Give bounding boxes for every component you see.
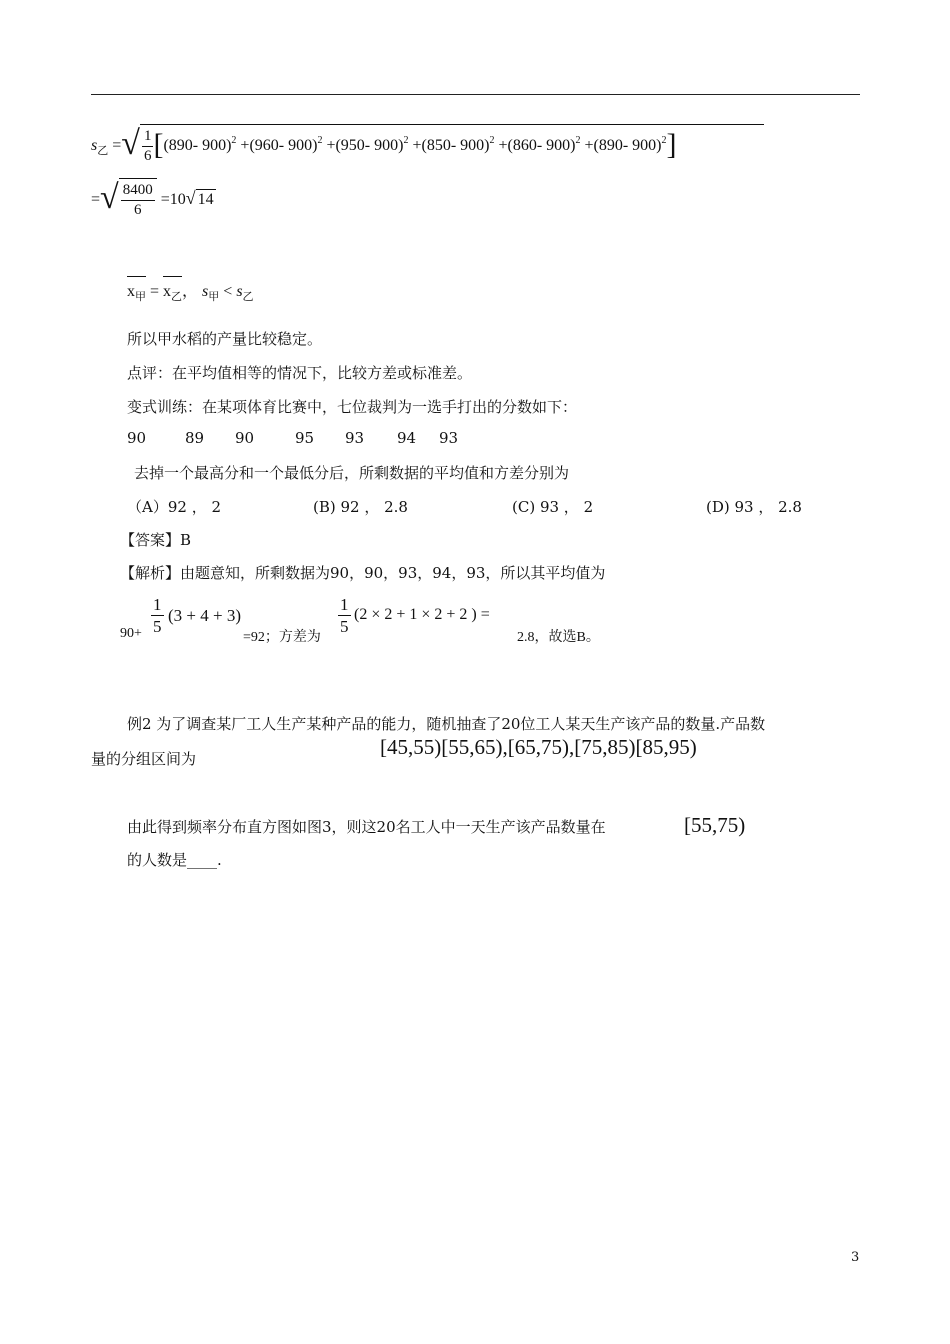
variance-expr: (2 × 2 + 1 × 2 + 2 ) = bbox=[354, 606, 490, 623]
score: 94 bbox=[397, 429, 417, 447]
formula-result bbox=[91, 178, 216, 218]
sqrt-body bbox=[140, 124, 764, 164]
x-bar-jia bbox=[127, 276, 146, 304]
option-c: (C) 93 ， 2 bbox=[512, 498, 594, 516]
sub: 乙 bbox=[171, 291, 183, 303]
x-bar-yi bbox=[163, 276, 182, 304]
exp: 2 bbox=[403, 135, 409, 147]
prefix: 90+ bbox=[120, 626, 142, 641]
sub: 甲 bbox=[135, 291, 146, 303]
exp: 2 bbox=[489, 135, 495, 147]
plus: + bbox=[326, 137, 336, 155]
plus: + bbox=[412, 137, 422, 155]
intervals-formula: [45,55)[55,65),[65,75),[75,85)[85,95) bbox=[380, 735, 697, 759]
s: s bbox=[202, 283, 209, 300]
fraction-one-fifth bbox=[338, 596, 351, 635]
frac-den: 5 bbox=[340, 617, 349, 636]
option-d: (D) 93 ， 2.8 bbox=[706, 498, 802, 516]
term: (890- 900) bbox=[163, 137, 232, 155]
x: x bbox=[163, 283, 172, 300]
page-number: 3 bbox=[851, 1250, 860, 1265]
bracket-open: [ bbox=[153, 128, 164, 162]
sqrt-sign: √ bbox=[100, 179, 119, 217]
analysis-text: 【解析】由题意知，所剩数据为90，90，93，94，93，所以其平均值为 bbox=[120, 564, 606, 582]
frac-num: 8400 bbox=[121, 183, 155, 201]
score: 93 bbox=[345, 429, 365, 447]
sqrt-sign-small: √ bbox=[185, 188, 196, 209]
score: 95 bbox=[295, 429, 315, 447]
fraction-one-sixth bbox=[142, 129, 154, 164]
option-b: (B) 92 ， 2.8 bbox=[313, 498, 408, 516]
term: (890- 900) bbox=[593, 137, 662, 155]
example2-line3: 由此得到频率分布直方图如图3，则这20名工人中一天生产该产品数量在 bbox=[127, 818, 606, 836]
score: 89 bbox=[185, 429, 205, 447]
answer-text: 【答案】B bbox=[120, 531, 192, 549]
bracket-close: ] bbox=[666, 128, 677, 162]
scores-row bbox=[127, 429, 487, 449]
score: 93 bbox=[439, 429, 459, 447]
option-a: （A）92 ， 2 bbox=[127, 498, 221, 516]
less-than: < bbox=[223, 283, 233, 300]
s-subscript: 乙 bbox=[97, 145, 109, 158]
sub: 乙 bbox=[242, 291, 254, 303]
example2-line2: 量的分组区间为 bbox=[91, 750, 197, 768]
plus: + bbox=[584, 137, 594, 155]
equals: = bbox=[112, 137, 122, 155]
comment-text: 点评：在平均值相等的情况下，比较方差或标准差。 bbox=[127, 364, 473, 382]
sqrt-sign: √ bbox=[121, 125, 140, 163]
formula-s-yi bbox=[91, 124, 764, 164]
frac-den: 6 bbox=[133, 202, 142, 218]
plus: + bbox=[498, 137, 508, 155]
interval-55-75: [55,75) bbox=[684, 813, 746, 837]
exp: 2 bbox=[575, 135, 581, 147]
s: s bbox=[236, 283, 243, 300]
exp: 2 bbox=[231, 135, 237, 147]
equals: = bbox=[91, 191, 101, 209]
term: (950- 900) bbox=[335, 137, 404, 155]
score: 90 bbox=[235, 429, 255, 447]
frac-num: 1 bbox=[153, 595, 162, 614]
term: (850- 900) bbox=[421, 137, 490, 155]
plus: + bbox=[240, 137, 250, 155]
fraction-one-fifth bbox=[151, 596, 164, 635]
result-coef: =10 bbox=[160, 191, 186, 209]
exp: 2 bbox=[317, 135, 323, 147]
frac-num: 1 bbox=[142, 129, 154, 147]
variance-result: 2.8，故选B。 bbox=[517, 630, 600, 645]
sub: 甲 bbox=[208, 291, 220, 303]
example2-line1: 例2 为了调查某厂工人生产某种产品的能力，随机抽查了20位工人某天生产该产品的数量.产品数 bbox=[127, 715, 766, 733]
mean-expr: (3 + 4 + 3) bbox=[168, 606, 241, 625]
remove-text: 去掉一个最高分和一个最低分后，所剩数据的平均值和方差分别为 bbox=[134, 464, 570, 482]
frac-den: 6 bbox=[143, 148, 152, 164]
analysis-math bbox=[120, 596, 640, 656]
term: (860- 900) bbox=[507, 137, 576, 155]
score: 90 bbox=[127, 429, 147, 447]
term: (960- 900) bbox=[249, 137, 318, 155]
s-symbol: s bbox=[91, 137, 98, 155]
comma: ， bbox=[182, 283, 199, 300]
fraction-8400-6 bbox=[121, 183, 155, 218]
x: x bbox=[127, 283, 135, 300]
sqrt-14: 14 bbox=[197, 191, 214, 209]
example2-line4: 的人数是____. bbox=[127, 851, 222, 869]
equals: = bbox=[150, 283, 160, 300]
conclusion-text: 所以甲水稻的产量比较稳定。 bbox=[127, 330, 323, 348]
frac-den: 5 bbox=[153, 617, 162, 636]
variation-text: 变式训练：在某项体育比赛中，七位裁判为一选手打出的分数如下： bbox=[127, 398, 578, 416]
mean-result: =92；方差为 bbox=[243, 630, 321, 645]
header-rule bbox=[91, 94, 860, 95]
sqrt-body bbox=[119, 178, 157, 218]
frac-num: 1 bbox=[340, 595, 349, 614]
mean-comparison bbox=[127, 276, 254, 304]
exp: 2 bbox=[661, 135, 667, 147]
